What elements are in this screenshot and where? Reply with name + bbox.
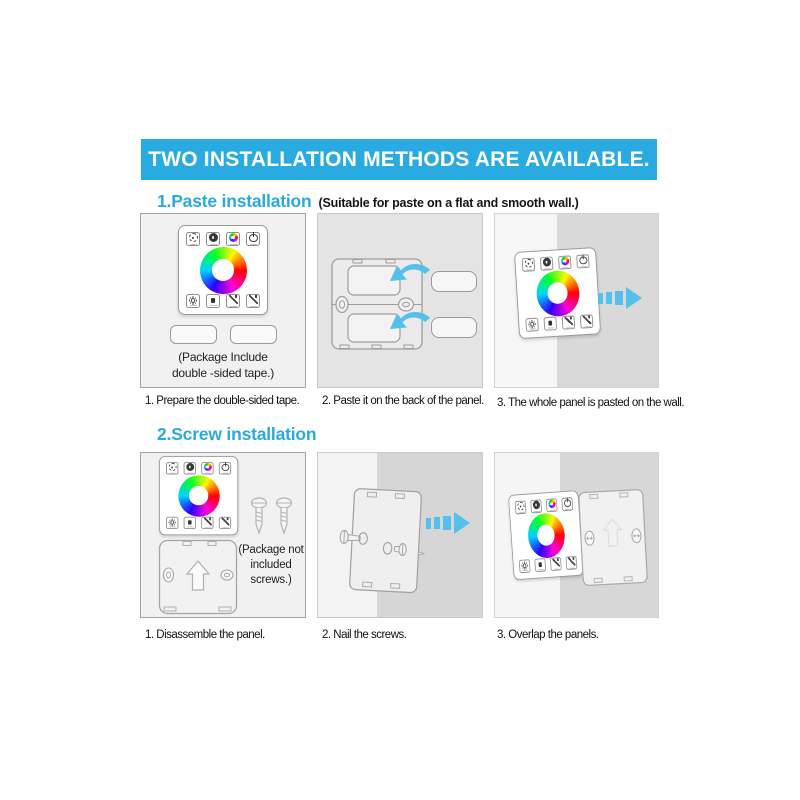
banner-title: TWO INSTALLATION METHODS ARE AVAILABLE. — [148, 148, 650, 171]
scene-icon — [221, 518, 229, 526]
power-icon — [221, 464, 229, 471]
panel-button-row-bottom — [519, 556, 578, 573]
panel-button-scene2 — [565, 556, 577, 570]
button-label-bar — [526, 269, 532, 271]
paste-step2-box — [317, 213, 483, 388]
button-label-bar — [553, 568, 559, 570]
panel-button-row-bottom — [166, 517, 231, 529]
section-2-header — [157, 424, 316, 445]
button-label-bar — [250, 306, 257, 307]
panel-button-scene2 — [219, 517, 231, 529]
button-label-bar — [210, 305, 217, 306]
rgb-color-wheel — [200, 247, 247, 294]
panel-button-color — [558, 255, 572, 269]
package-note — [141, 350, 305, 381]
arrow-bar — [606, 292, 612, 304]
panel-button-row-top — [186, 232, 260, 246]
panel-button-row-top — [515, 497, 574, 514]
arrow-head — [626, 287, 642, 309]
button-label-bar — [566, 327, 572, 329]
scene-icon — [203, 518, 211, 526]
panel-button-scene2 — [246, 294, 260, 308]
button-label-bar — [544, 268, 550, 270]
panel-button-gear — [186, 232, 200, 246]
arrow-bar — [443, 516, 451, 530]
section-2-title: 2.Screw installation — [157, 424, 317, 444]
dot-icon — [538, 563, 542, 568]
panel-button-scene1 — [550, 557, 562, 571]
power-icon — [579, 256, 588, 265]
panel-button-row-bottom — [186, 294, 260, 308]
panel-button-dot — [544, 316, 558, 330]
caption-paste-2: 2. Paste it on the back of the panel. — [322, 395, 484, 407]
section-1-title: 1.Paste installation — [157, 191, 312, 211]
panel-button-row-bottom — [525, 314, 593, 332]
panel-button-color — [546, 498, 558, 512]
panel-button-night — [540, 256, 554, 270]
package-note-line2: double -sided tape.) — [171, 365, 275, 380]
brightness-icon — [523, 564, 527, 569]
caption-screw-1: 1. Disassemble the panel. — [145, 629, 265, 641]
button-label-bar — [210, 244, 217, 245]
scene-icon — [552, 558, 560, 567]
screw-step2-box — [317, 452, 483, 618]
panel-button-color — [201, 462, 213, 474]
arrow-head — [454, 512, 470, 534]
button-label-bar — [569, 567, 575, 569]
panel-button-scene1 — [201, 517, 213, 529]
button-label-bar — [522, 569, 528, 571]
panel-button-dot — [206, 294, 220, 308]
color-wheel-icon — [560, 257, 569, 266]
dot-icon — [548, 321, 552, 326]
dark-dot-icon — [209, 233, 218, 242]
package-note — [236, 543, 306, 588]
button-label-bar — [538, 568, 544, 570]
tape-strip — [431, 317, 477, 338]
scene-icon — [229, 295, 238, 304]
paste-step1-box — [140, 213, 306, 388]
section-1-header — [157, 191, 579, 212]
scene-icon — [582, 316, 591, 325]
gear-icon — [168, 463, 176, 471]
rgb-color-wheel — [178, 475, 219, 516]
panel-button-dot — [184, 517, 196, 529]
color-wheel-icon — [229, 233, 238, 242]
panel-back-plate — [336, 486, 429, 596]
dark-dot-icon — [542, 258, 551, 267]
paste-step3-box — [494, 213, 659, 388]
button-label-bar — [169, 472, 175, 473]
button-label-bar — [204, 472, 210, 473]
led-panel-front — [514, 247, 601, 339]
panel-back-plate — [577, 487, 650, 587]
panel-button-row-top — [166, 462, 231, 474]
button-label-bar — [190, 244, 197, 245]
button-label-bar — [529, 328, 535, 330]
button-label-bar — [580, 266, 586, 267]
panel-button-brightness — [186, 294, 200, 308]
gear-icon — [189, 233, 198, 242]
led-panel-front — [159, 456, 238, 535]
panel-back-plate — [158, 539, 238, 615]
panel-button-brightness — [525, 318, 539, 332]
brightness-icon — [530, 322, 534, 327]
tape-strip — [170, 325, 217, 344]
gear-icon — [524, 259, 533, 268]
panel-button-scene2 — [580, 314, 594, 328]
button-label-bar — [222, 473, 228, 474]
panel-button-gear — [522, 258, 536, 272]
package-note-line1: (Package Include — [178, 350, 268, 364]
button-label-bar — [169, 526, 175, 527]
panel-button-power — [246, 232, 260, 246]
color-wheel-icon — [548, 499, 556, 508]
panel-button-row-top — [522, 254, 590, 272]
gear-icon — [517, 502, 525, 511]
panel-button-color — [226, 232, 240, 246]
button-label-bar — [565, 509, 571, 510]
dot-icon — [211, 298, 216, 303]
dashed-arrow-icon — [598, 287, 642, 309]
led-panel-front — [508, 490, 584, 580]
button-label-bar — [187, 472, 193, 473]
screw-step3-box — [494, 452, 659, 618]
package-note-line3: screws.) — [250, 573, 292, 586]
panel-button-scene1 — [562, 315, 576, 329]
screw-icon — [250, 497, 268, 535]
panel-button-night — [530, 499, 542, 513]
arrow-bar — [615, 291, 623, 305]
package-note-line2: included — [250, 558, 292, 571]
button-label-bar — [584, 326, 590, 328]
button-label-bar — [190, 305, 197, 306]
button-label-bar — [549, 509, 555, 511]
section-1-subtitle: (Suitable for paste on a flat and smooth wall.) — [318, 196, 579, 210]
banner — [141, 139, 657, 180]
panel-button-night — [184, 462, 196, 474]
button-label-bar — [230, 244, 237, 245]
rgb-color-wheel — [535, 269, 580, 317]
arrow-bar — [434, 517, 440, 529]
button-label-bar — [250, 244, 257, 245]
scene-icon — [568, 557, 576, 566]
rgb-color-wheel — [526, 512, 566, 559]
dark-dot-icon — [532, 501, 540, 510]
scene-icon — [249, 295, 258, 304]
scene-icon — [564, 317, 573, 326]
panel-button-dot — [534, 558, 546, 572]
led-panel-front — [178, 225, 268, 315]
dashed-arrow-icon — [426, 512, 470, 534]
dot-icon — [188, 521, 192, 525]
panel-button-power — [561, 497, 573, 511]
button-label-bar — [222, 527, 228, 528]
panel-button-night — [206, 232, 220, 246]
button-label-bar — [547, 327, 553, 329]
panel-button-gear — [515, 500, 527, 514]
button-label-bar — [534, 511, 540, 513]
power-icon — [249, 234, 258, 242]
caption-paste-1: 1. Prepare the double-sided tape. — [145, 395, 300, 407]
button-label-bar — [187, 526, 193, 527]
button-label-bar — [204, 527, 210, 528]
screw-step1-box — [140, 452, 306, 618]
tape-strip — [230, 325, 277, 344]
screw-icon — [275, 497, 293, 535]
panel-button-scene1 — [226, 294, 240, 308]
caption-screw-3: 3. Overlap the panels. — [497, 629, 599, 641]
curved-arrow-icon — [388, 309, 432, 337]
curved-arrow-icon — [388, 261, 432, 289]
button-label-bar — [562, 267, 568, 269]
panel-button-gear — [166, 462, 178, 474]
button-label-bar — [518, 512, 524, 514]
arrow-bar — [426, 518, 431, 529]
panel-button-brightness — [166, 517, 178, 529]
package-note-line1: (Package not — [238, 544, 304, 556]
color-wheel-icon — [203, 463, 211, 471]
tape-strip — [431, 271, 477, 292]
panel-button-brightness — [519, 559, 531, 573]
arrow-bar — [598, 293, 603, 304]
dark-dot-icon — [186, 463, 194, 471]
panel-button-power — [576, 254, 590, 268]
brightness-icon — [191, 298, 196, 303]
caption-screw-2: 2. Nail the screws. — [322, 629, 407, 641]
caption-paste-3: 3. The whole panel is pasted on the wall. — [497, 397, 685, 409]
brightness-icon — [170, 521, 174, 525]
power-icon — [563, 499, 571, 507]
panel-button-power — [219, 462, 231, 474]
button-label-bar — [230, 306, 237, 307]
